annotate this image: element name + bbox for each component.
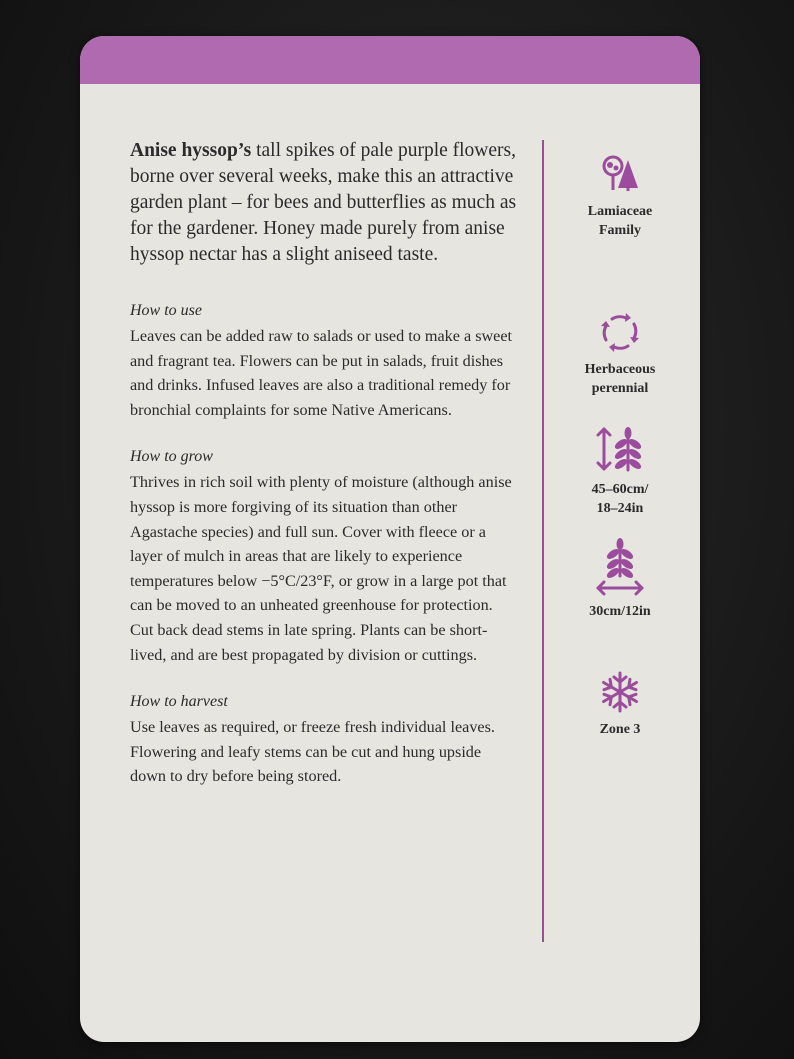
section-body: Use leaves as required, or freeze fresh individual leaves. Flowering and leafy stems can be cut and hung upside down to dry before being stored. xyxy=(130,718,495,786)
height-plant-icon xyxy=(594,424,646,474)
height-line-1: 45–60cm/ xyxy=(591,482,649,497)
lifecycle-line-2: perennial xyxy=(591,381,649,396)
section-how-to-grow xyxy=(130,448,520,667)
card-header-band xyxy=(80,36,700,84)
section-title: How to use xyxy=(130,302,202,319)
section-title: How to grow xyxy=(130,448,213,466)
feature-hardiness xyxy=(554,670,686,739)
feature-family xyxy=(554,152,686,240)
intro-lead: Anise hyssop’s xyxy=(130,140,252,161)
section-body: Leaves can be added raw to salads or used to make a sweet and fragrant tea. Flowers can be put in salads, fruit dishes and drinks. Infused leaves are also a traditional remedy for bronchial complaints for some Native Americans. xyxy=(130,327,513,419)
feature-label xyxy=(554,720,686,739)
section-body: Thrives in rich soil with plenty of moisture (although anise hyssop is more forgiving of its situation than other Agastache species) and full sun. Cover with fleece or a layer of mulch in areas that are likely to experience temperatures below −5°C/23°F, or grow in a large pot that can be moved to an unheated greenhouse for protection. Cut back dead stems in late spring. Plants can be short-lived, and are best propagated by division or cuttings. xyxy=(130,473,512,664)
feature-label xyxy=(554,360,686,398)
spread-plant-icon xyxy=(594,538,646,596)
height-line-2: 18–24in xyxy=(596,501,644,516)
spread-line-1: 30cm/12in xyxy=(589,604,651,619)
card-main-text xyxy=(130,138,520,815)
hardiness-line-1: Zone 3 xyxy=(599,722,641,737)
snowflake-icon xyxy=(598,670,642,714)
feature-label xyxy=(554,480,686,518)
vertical-divider xyxy=(542,140,544,942)
section-title: How to harvest xyxy=(130,693,228,711)
family-line-1: Lamiaceae xyxy=(587,204,653,219)
feature-spread xyxy=(554,538,686,621)
feature-label xyxy=(554,602,686,621)
feature-label xyxy=(554,202,686,240)
feature-lifecycle xyxy=(554,310,686,398)
section-how-to-harvest xyxy=(130,693,520,789)
lifecycle-line-1: Herbaceous xyxy=(584,362,656,377)
section-how-to-use xyxy=(130,302,520,422)
plant-card xyxy=(80,36,700,1042)
trees-icon xyxy=(598,152,642,196)
intro-paragraph xyxy=(130,138,520,268)
cycle-arrows-icon xyxy=(598,310,642,354)
family-line-2: Family xyxy=(599,223,641,238)
feature-height xyxy=(554,424,686,518)
intro-text: tall spikes of pale purple flowers, borne over several weeks, make this an attractive garden plant – for bees and butterflies as much as for the gardener. Honey made purely from anise hyssop nectar has a slight aniseed taste. xyxy=(130,140,517,265)
